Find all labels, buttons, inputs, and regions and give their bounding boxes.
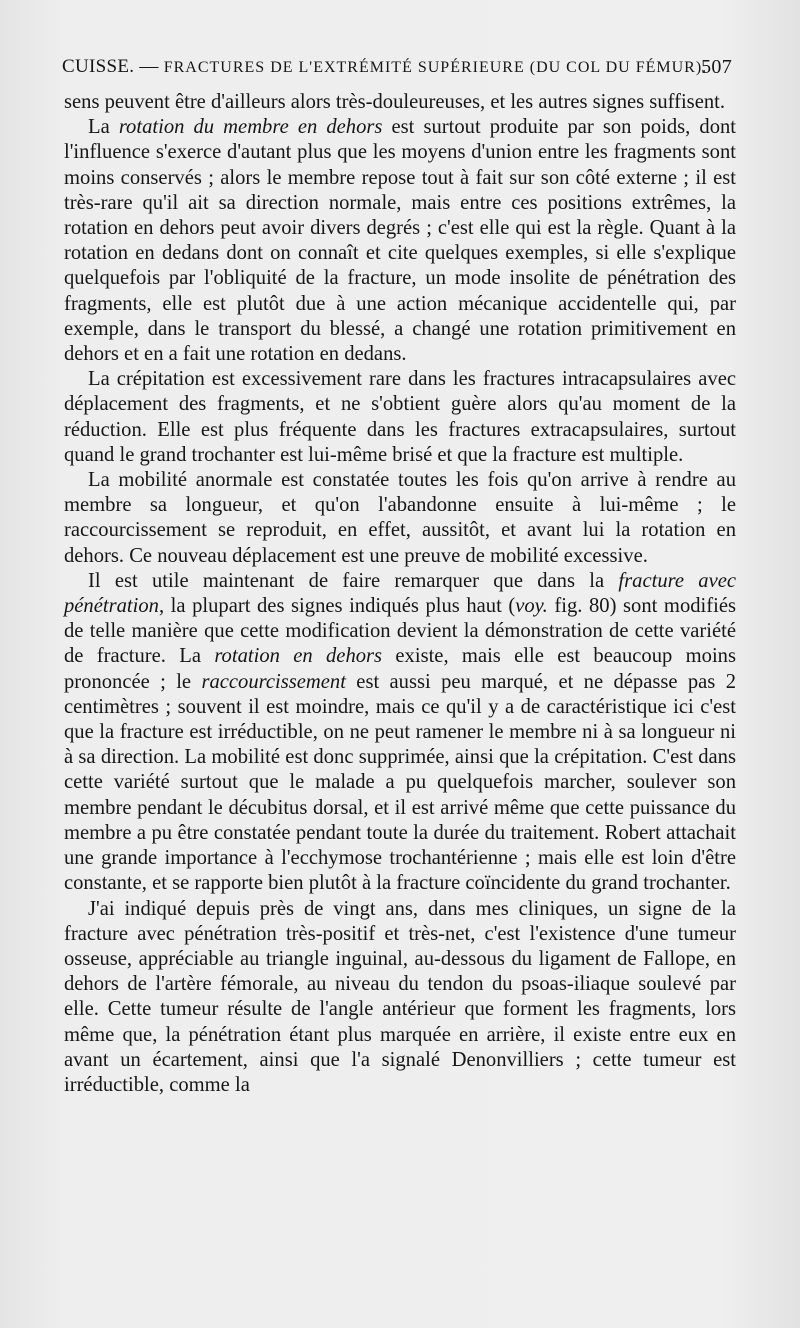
- paragraph-4: [64, 468, 736, 569]
- italic-segment: rotation en dehors: [214, 645, 383, 668]
- body-text: [64, 90, 736, 1098]
- text-segment: La: [88, 116, 119, 139]
- italic-segment: rotation du membre en dehors: [118, 116, 383, 139]
- italic-segment: voy.: [515, 595, 548, 618]
- paragraph-1: [64, 90, 736, 115]
- text-segment: est aussi peu marqué, et ne dépasse pas 2 centimètres ; souvent il est moindre, mais ce qu'il y a de caractéristique ici c'est que la fracture est irréductible, on ne peut ramener le membre ni à sa longueur ni à sa direction. La mobilité est donc supprimée, ainsi que la crépitation. C'est dans cette variété surtout que le malade a pu quelquefois marcher, soulever son membre pendant le décubitus dorsal, et il est arrivé même que cette puissance du membre a pu être constatée pendant toute la durée du traitement. Robert attachait une grande importance à l'ecchymose trochantérienne ; mais elle est loin d'être constante, et se rapporte bien plutôt à la fracture coïncidente du grand trochanter.: [64, 670, 736, 895]
- running-header: [62, 56, 742, 82]
- italic-segment: fracture avec pénétration: [64, 569, 736, 618]
- text-segment: J'ai indiqué depuis près de vingt ans, dans mes cliniques, un signe de la fracture avec pénétration très-positif et très-net, c'est l'existence d'une tumeur osseuse, appréciable au triangle inguinal, au-dessous du ligament de Fallope, en dehors de l'artère fémorale, au niveau du tendon du psoas-iliaque soulevé par elle. Cette tumeur résulte de l'angle antérieur que forment les fragments, lors même que, la pénétration étant plus marquée en arrière, il existe entre eux en avant un écartement, ainsi que l'a signalé Denonvilliers ; cette tumeur est irréductible, comme la: [64, 897, 736, 1096]
- text-segment: fig. 80) sont modifiés de telle manière que cette modification devient la démonstration de cette variété de fracture. La: [64, 595, 736, 668]
- text-segment: sens peuvent être d'ailleurs alors très-douleureuses, et les autres signes suffisent.: [64, 91, 726, 113]
- text-segment: est surtout produite par son poids, dont l'influence s'exerce d'autant plus que les moyens d'union entre les fragments sont moins conservés ; alors le membre repose tout à fait sur son côté externe ; il est très-rare qu'il ait sa direction normale, mais entre ces positions extrêmes, la rotation en dehors peut avoir divers degrés ; c'est elle qui est la règle. Quant à la rotation en dedans dont on connaît et cite quelques exemples, si elle s'explique quelquefois par l'obliquité de la fracture, un mode insolite de pénétration des fragments, elle est plutôt due à une action mécanique accidentelle qui, par exemple, dans le transport du blessé, a changé une rotation primitivement en dehors et en a fait une rotation en dedans.: [64, 116, 737, 366]
- text-segment: Il est utile maintenant de faire remarquer que dans la: [88, 569, 619, 592]
- text-segment: La crépitation est excessivement rare dans les fractures intracapsulaires avec déplacement des fragments, et ne s'obtient guère alors qu'au moment de la réduction. Elle est plus fréquente dans les fractures extracapsulaires, surtout quand le grand trochanter est lui-même brisé et que la fracture est multiple.: [64, 368, 736, 466]
- page-number: 507: [701, 56, 732, 78]
- header-title: FRACTURES DE L'EXTRÉMITÉ SUPÉRIEURE (DU COL DU FÉMUR).: [163, 59, 708, 76]
- paragraph-6: [64, 897, 736, 1099]
- paragraph-2: [64, 115, 736, 367]
- paragraph-3: [64, 367, 736, 468]
- paragraph-5: [64, 569, 736, 897]
- text-segment: existe, mais elle est beaucoup moins prononcée ; le: [64, 645, 736, 693]
- text-segment: , la plupart des signes indiqués plus haut (: [158, 595, 516, 618]
- italic-segment: raccourcissement: [201, 670, 346, 693]
- header-section: CUISSE. —: [62, 56, 159, 77]
- text-segment: La mobilité anormale est constatée toutes les fois qu'on arrive à rendre au membre sa longueur, et qu'on l'abandonne ensuite à lui-même ; le raccourcissement se reproduit, en effet, aussitôt, et avant lui la rotation en dehors. Ce nouveau déplacement est une preuve de mobilité excessive.: [64, 469, 736, 567]
